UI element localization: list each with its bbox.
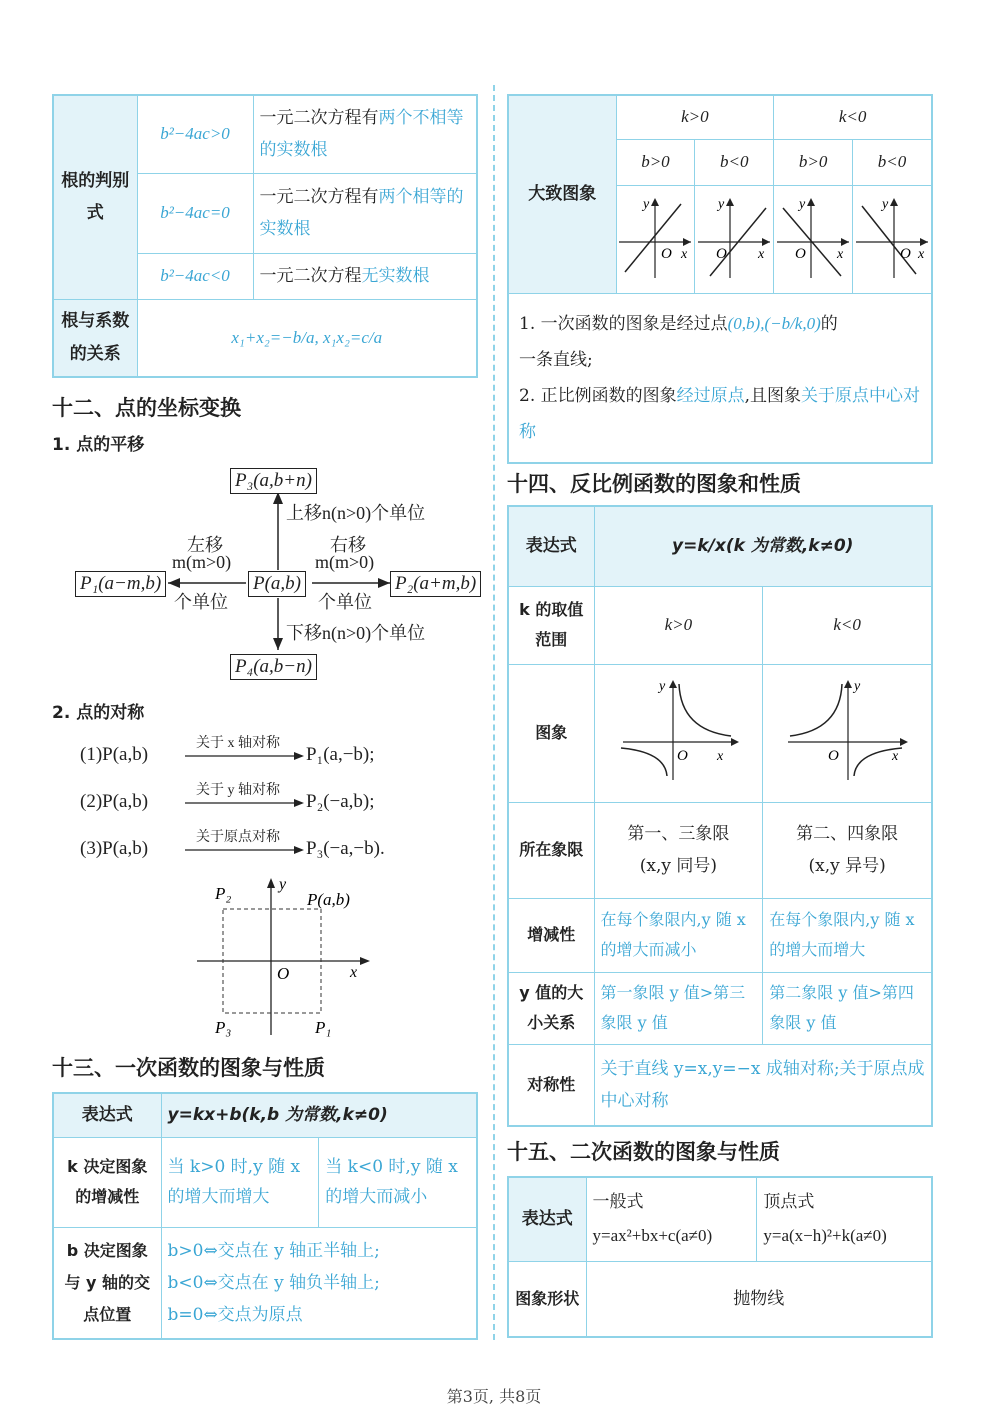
quadrant-kpos: 第一、三象限 (x,y 同号) (594, 802, 763, 898)
vieta-label: 根与系数的关系 (53, 299, 137, 377)
svg-text:y: y (799, 196, 806, 212)
general-form: 一般式 y=ax²+bx+c(a≠0) (586, 1177, 757, 1261)
shape-label: 图象形状 (508, 1261, 586, 1337)
point-p: P(a,b) (248, 571, 306, 597)
b-header-4: b<0 (853, 139, 932, 185)
linear-expr: y=kx+b(k,b 为常数,k≠0) (161, 1093, 477, 1137)
monotonic-kpos: 在每个象限内,y 随 x 的增大而减小 (594, 898, 763, 972)
compare-label: y 值的大小关系 (508, 972, 594, 1044)
hyperbola-kneg (763, 664, 932, 802)
linear-graph-table (507, 94, 933, 464)
symmetry-figure (195, 875, 375, 1040)
fig-p1: P₁ (315, 1018, 332, 1037)
linear-notes: 1. 一次函数的图象是经过点(0,b),(−b/k,0)的 一条直线; 2. 正比例函数的图象经过原点,且图象关于原点中心对称 (508, 293, 932, 463)
inverse-k-neg: k<0 (763, 586, 932, 664)
sec12-sub2: 2. 点的对称 (52, 703, 145, 723)
svg-text:x: x (681, 246, 688, 262)
svg-text:O: O (661, 245, 673, 262)
svg-text:O: O (900, 245, 911, 262)
sym2-label: 关于 y 轴对称 (196, 783, 280, 798)
fig-o: O (277, 964, 290, 983)
cond-1: b²−4ac>0 (137, 95, 253, 173)
move-left-amount: m(m>0) (172, 552, 232, 572)
move-up-label: 上移n(n>0)个单位 (286, 503, 426, 523)
discriminant-table (52, 94, 478, 378)
b-effect-label: b 决定图象与 y 轴的交点位置 (53, 1227, 161, 1339)
sym3-lhs: (3)P(a,b) (80, 838, 149, 859)
svg-text:O: O (677, 748, 689, 765)
b-effect: b>0⇔交点在 y 轴正半轴上; b<0⇔交点在 y 轴负半轴上; b=0⇔交点为原点 (161, 1227, 477, 1339)
sec14-title: 十四、反比例函数的图象和性质 (507, 472, 801, 496)
move-left-unit: 个单位 (174, 592, 228, 612)
krange-label: k 的取值范围 (508, 586, 594, 664)
page-footer: 第3页, 共8页 (446, 1387, 542, 1406)
fig-y: y (279, 876, 287, 893)
move-right-label: 右移 (330, 535, 366, 555)
svg-text:y: y (718, 196, 725, 212)
vieta-formula: x₁+x₂=−b/a, x₁x₂=c/a (137, 299, 477, 377)
sym1-lhs: (1)P(a,b) (80, 744, 149, 765)
inverse-k-pos: k>0 (594, 586, 763, 664)
sec13-title: 十三、一次函数的图象与性质 (52, 1056, 325, 1080)
inverse-graph-label: 图象 (508, 664, 594, 802)
k-negative-effect: 当 k<0 时,y 随 x 的增大而减小 (319, 1137, 477, 1227)
k-pos-header: k>0 (616, 95, 774, 139)
result-3: 一元二次方程无实数根 (253, 253, 477, 299)
quadrant-kneg: 第二、四象限 (x,y 异号) (763, 802, 932, 898)
column-divider (493, 85, 495, 1340)
point-p1: P₁(a−m,b) (75, 571, 166, 597)
svg-text:y: y (882, 196, 889, 212)
fig-pab: P(a,b) (307, 890, 350, 909)
k-neg-header: k<0 (774, 95, 932, 139)
move-right-amount: m(m>0) (315, 552, 375, 572)
fig-p3: P₃ (215, 1018, 232, 1037)
quadratic-expr-label: 表达式 (508, 1177, 586, 1261)
inverse-expr: y=k/x(k 为常数,k≠0) (594, 506, 932, 586)
svg-text:x: x (918, 246, 925, 262)
svg-text:x: x (892, 749, 899, 765)
svg-text:x: x (837, 246, 844, 262)
vertex-form: 顶点式 y=a(x−h)²+k(a≠0) (757, 1177, 932, 1261)
svg-text:O: O (716, 245, 728, 262)
cond-3: b²−4ac<0 (137, 253, 253, 299)
sec12-title: 十二、点的坐标变换 (52, 396, 241, 420)
svg-text:y: y (854, 679, 861, 695)
fig-x: x (350, 964, 358, 981)
move-down-label: 下移n(n>0)个单位 (286, 623, 426, 643)
sec12-sub1: 1. 点的平移 (52, 435, 145, 455)
graph-kpos-bneg (695, 185, 774, 293)
sym1-label: 关于 x 轴对称 (196, 736, 280, 751)
graph-kneg-bneg (853, 185, 932, 293)
discriminant-label: 根的判别式 (53, 95, 137, 299)
svg-text:x: x (717, 749, 724, 765)
inverse-fn-table (507, 505, 933, 1127)
sym3-rhs: P₃(−a,−b). (306, 838, 385, 859)
svg-text:y: y (643, 196, 650, 212)
monotonic-kneg: 在每个象限内,y 随 x 的增大而增大 (763, 898, 932, 972)
compare-kneg: 第二象限 y 值>第四象限 y 值 (763, 972, 932, 1044)
sym2-rhs: P₂(−a,b); (306, 791, 375, 812)
result-1: 一元二次方程有两个不相等的实数根 (253, 95, 477, 173)
linear-expr-label: 表达式 (53, 1093, 161, 1137)
point-p3: P₃(a,b+n) (230, 468, 317, 494)
b-header-2: b<0 (695, 139, 774, 185)
sym1-rhs: P₁(a,−b); (306, 744, 375, 765)
monotonic-label: 增减性 (508, 898, 594, 972)
move-left-label: 左移 (187, 535, 223, 555)
symmetry-arrows (180, 740, 310, 870)
symmetry-label: 对称性 (508, 1044, 594, 1126)
quadratic-table (507, 1176, 933, 1338)
move-right-unit: 个单位 (318, 592, 372, 612)
inverse-expr-label: 表达式 (508, 506, 594, 586)
k-effect-label: k 决定图象的增减性 (53, 1137, 161, 1227)
b-header-3: b>0 (774, 139, 853, 185)
b-header-1: b>0 (616, 139, 695, 185)
cond-2: b²−4ac=0 (137, 173, 253, 253)
fig-p2: P₂ (215, 884, 232, 903)
sec15-title: 十五、二次函数的图象与性质 (507, 1140, 780, 1164)
svg-text:O: O (828, 748, 839, 765)
linear-fn-table (52, 1092, 478, 1340)
shape-value: 抛物线 (586, 1261, 932, 1337)
graph-kpos-bpos (616, 185, 695, 293)
point-p4: P₄(a,b−n) (230, 654, 317, 680)
svg-text:O: O (795, 245, 806, 262)
point-p2: P₂(a+m,b) (390, 571, 481, 597)
result-2: 一元二次方程有两个相等的实数根 (253, 173, 477, 253)
graph-label: 大致图象 (508, 95, 616, 293)
sym2-lhs: (2)P(a,b) (80, 791, 149, 812)
quadrant-label: 所在象限 (508, 802, 594, 898)
graph-kneg-bpos (774, 185, 853, 293)
sym3-label: 关于原点对称 (196, 830, 280, 845)
compare-kpos: 第一象限 y 值>第三象限 y 值 (594, 972, 763, 1044)
svg-text:x: x (758, 246, 765, 262)
symmetry-text: 关于直线 y=x,y=−x 成轴对称;关于原点成中心对称 (594, 1044, 932, 1126)
svg-text:y: y (659, 679, 666, 695)
hyperbola-kpos (594, 664, 763, 802)
k-positive-effect: 当 k>0 时,y 随 x 的增大而增大 (161, 1137, 319, 1227)
